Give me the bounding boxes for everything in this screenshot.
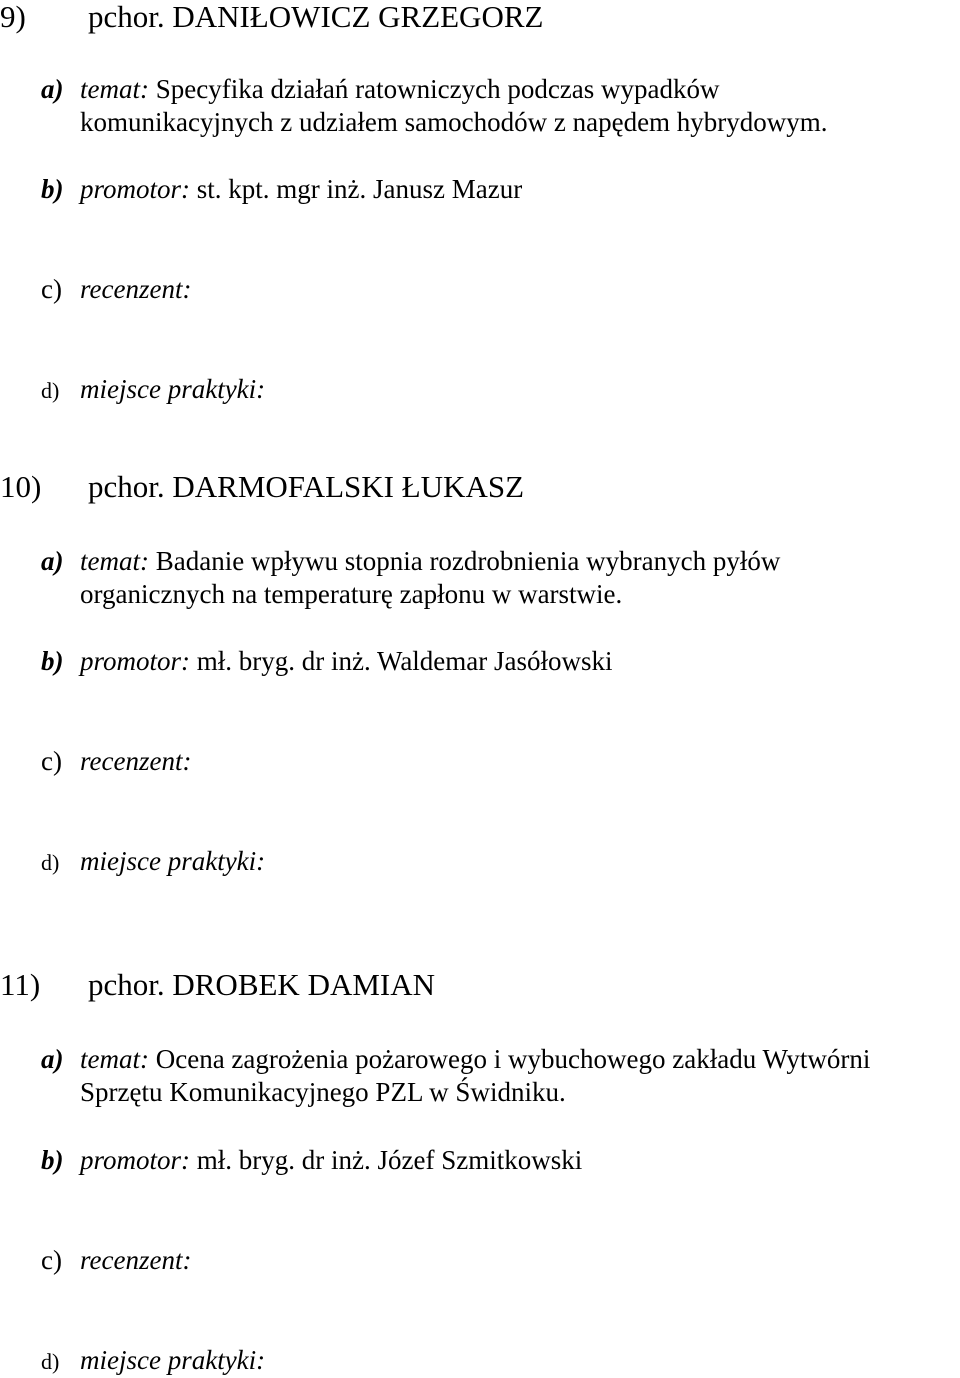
reviewer-field bbox=[41, 1244, 191, 1277]
topic-line-1: Badanie wpływu stopnia rozdrobnienia wybranych pyłów bbox=[155, 546, 781, 576]
entry-heading bbox=[0, 0, 544, 34]
field-label: c) bbox=[41, 746, 62, 776]
field-name: miejsce praktyki: bbox=[80, 374, 266, 404]
student-name: pchor. DROBEK DAMIAN bbox=[88, 967, 436, 1002]
field-name: temat: bbox=[80, 74, 149, 104]
field-label: d) bbox=[41, 850, 60, 875]
topic-field bbox=[41, 1043, 870, 1076]
student-name: pchor. DARMOFALSKI ŁUKASZ bbox=[88, 469, 525, 504]
entry-number: 10) bbox=[0, 469, 42, 504]
topic-line-1: Specyfika działań ratowniczych podczas wypadków bbox=[155, 74, 720, 104]
topic-field bbox=[41, 545, 780, 578]
place-field bbox=[41, 1344, 265, 1378]
topic-line-2: organicznych na temperaturę zapłonu w warstwie. bbox=[80, 579, 623, 609]
field-label: b) bbox=[41, 1145, 64, 1175]
promotor-value: mł. bryg. dr inż. Waldemar Jasółowski bbox=[196, 646, 613, 676]
field-label: d) bbox=[41, 378, 60, 403]
reviewer-field bbox=[41, 273, 191, 306]
field-name: temat: bbox=[80, 1044, 149, 1074]
field-label: b) bbox=[41, 174, 64, 204]
entry-heading bbox=[0, 967, 436, 1002]
field-name: miejsce praktyki: bbox=[80, 846, 266, 876]
entry-heading bbox=[0, 469, 525, 504]
field-label: a) bbox=[41, 74, 64, 104]
field-name: promotor: bbox=[80, 1145, 191, 1175]
place-field bbox=[41, 373, 265, 407]
place-field bbox=[41, 845, 265, 879]
topic-field bbox=[41, 73, 720, 106]
field-label: c) bbox=[41, 274, 62, 304]
entry-number: 11) bbox=[0, 967, 41, 1002]
field-label: c) bbox=[41, 1245, 62, 1275]
topic-line-2: Sprzętu Komunikacyjnego PZL w Świdniku. bbox=[80, 1077, 566, 1107]
promotor-value: st. kpt. mgr inż. Janusz Mazur bbox=[196, 174, 523, 204]
field-label: a) bbox=[41, 1044, 64, 1074]
field-name: recenzent: bbox=[80, 1245, 192, 1275]
field-name: promotor: bbox=[80, 646, 191, 676]
student-name: pchor. DANIŁOWICZ GRZEGORZ bbox=[88, 0, 544, 34]
topic-line-1: Ocena zagrożenia pożarowego i wybuchowego zakładu Wytwórni bbox=[155, 1044, 871, 1074]
field-name: promotor: bbox=[80, 174, 191, 204]
entry-number: 9) bbox=[0, 0, 26, 34]
field-label: a) bbox=[41, 546, 64, 576]
promotor-field bbox=[41, 173, 522, 206]
promotor-field bbox=[41, 645, 613, 678]
field-label: b) bbox=[41, 646, 64, 676]
field-name: miejsce praktyki: bbox=[80, 1345, 266, 1375]
field-name: recenzent: bbox=[80, 746, 192, 776]
field-name: temat: bbox=[80, 546, 149, 576]
promotor-value: mł. bryg. dr inż. Józef Szmitkowski bbox=[196, 1145, 583, 1175]
field-label: d) bbox=[41, 1349, 60, 1374]
promotor-field bbox=[41, 1144, 582, 1177]
topic-line-2: komunikacyjnych z udziałem samochodów z napędem hybrydowym. bbox=[80, 107, 828, 137]
field-name: recenzent: bbox=[80, 274, 192, 304]
reviewer-field bbox=[41, 745, 191, 778]
